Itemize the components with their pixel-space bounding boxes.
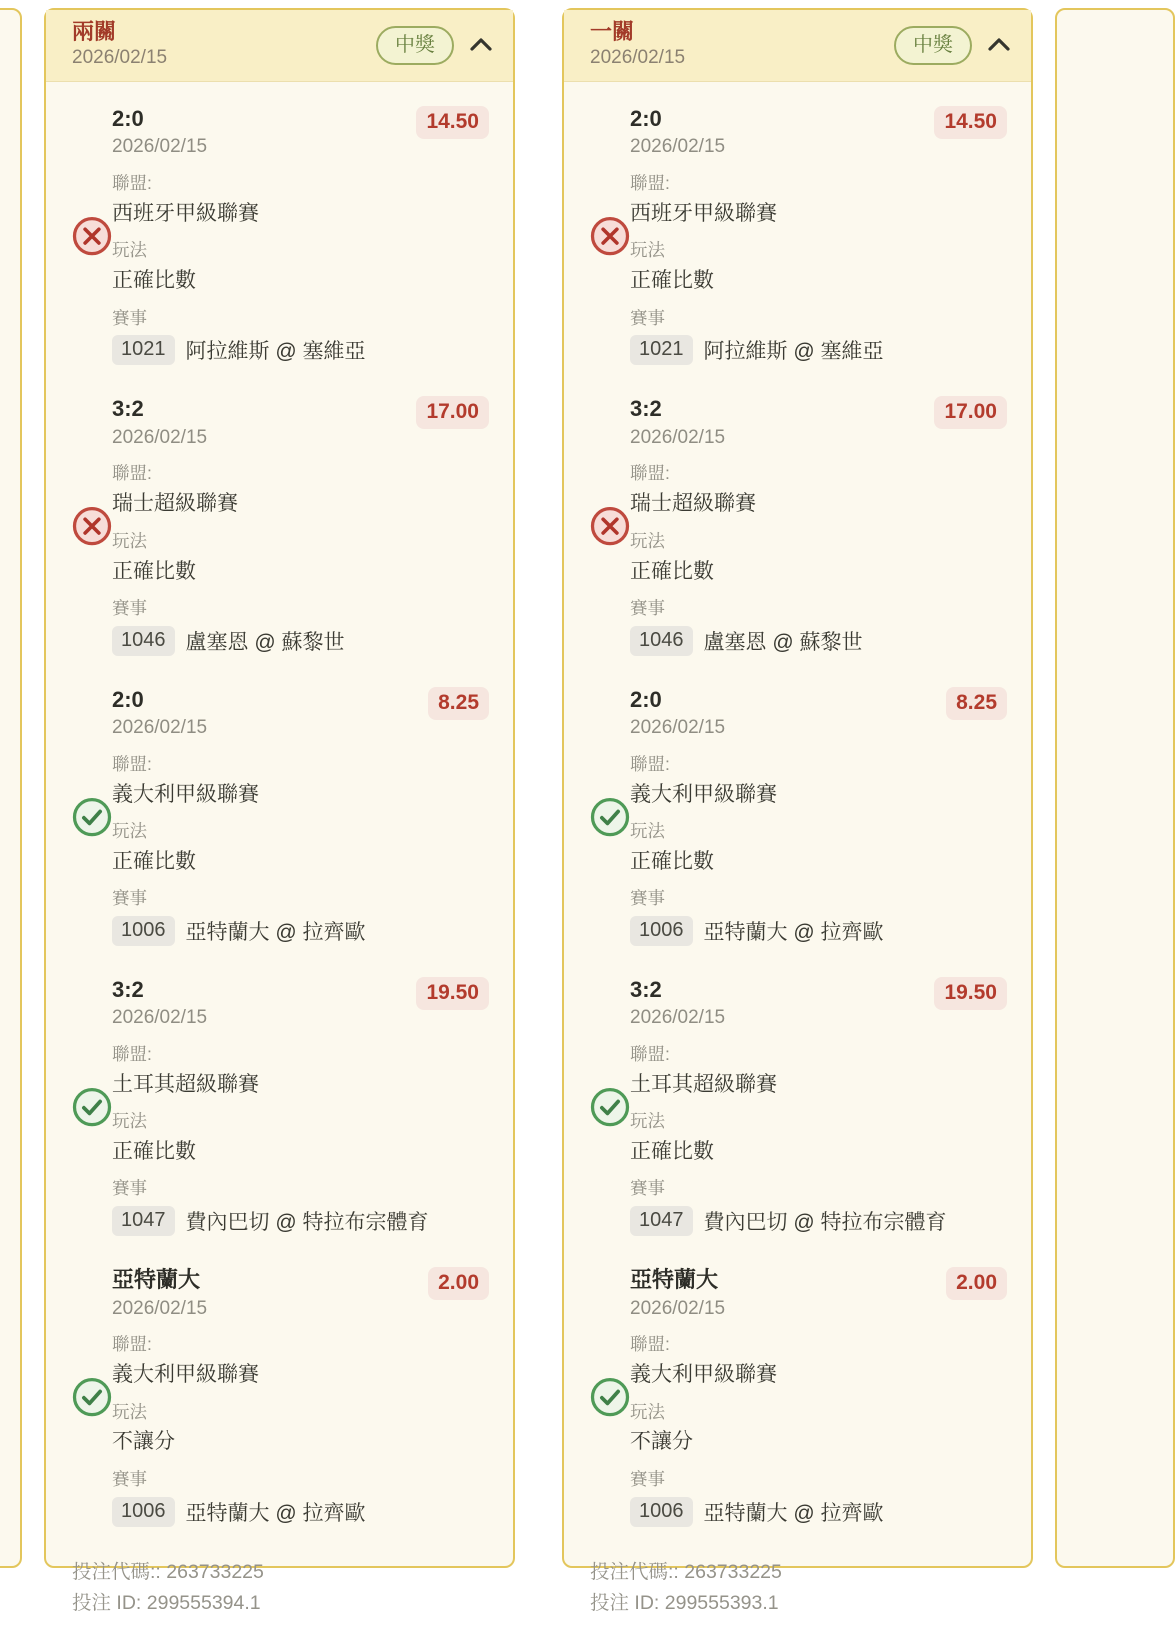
league-label: 聯盟: [112,1334,152,1355]
adjacent-card-right [1055,8,1175,1568]
bet-leg [72,106,491,365]
bet-code: 投注代碼:: 263733225 [72,1560,264,1583]
event-number-badge: 1006 [630,916,693,946]
leg-result-column [590,1267,630,1526]
bet-card-footer [590,1557,1009,1619]
odds-badge: 8.25 [946,687,1007,720]
bet-card-header[interactable] [46,10,513,82]
bet-code: 投注代碼:: 263733225 [590,1560,782,1583]
play-label: 玩法 [112,820,147,841]
play-label: 玩法 [112,1401,147,1422]
play-value: 不讓分 [112,1430,175,1454]
leg-date: 2026/02/15 [630,1297,726,1319]
odds-badge: 8.25 [428,687,489,720]
event-name: 盧塞恩 @ 蘇黎世 [185,630,345,654]
league-label: 聯盟: [112,173,152,194]
event-number-badge: 1046 [112,626,175,656]
bet-leg [590,106,1009,365]
bet-card [44,8,515,1614]
event-name: 盧塞恩 @ 蘇黎世 [703,630,863,654]
play-value: 正確比數 [630,559,714,583]
pick-label: 2:0 [630,686,662,712]
parlay-type-title: 兩關 [72,19,117,44]
bet-leg [72,687,491,946]
pick-label: 2:0 [112,686,144,712]
bet-legs-list [72,106,491,1526]
league-value: 瑞士超級聯賽 [112,492,238,516]
leg-date: 2026/02/15 [112,426,208,448]
play-label: 玩法 [630,240,665,261]
bet-card-date: 2026/02/15 [590,47,686,69]
league-value: 西班牙甲級聯賽 [112,202,259,226]
lose-cross-icon [72,643,112,660]
play-value: 不讓分 [630,1430,693,1454]
odds-badge: 17.00 [934,396,1007,429]
league-value: 西班牙甲級聯賽 [630,202,777,226]
event-label: 賽事 [112,1468,147,1489]
play-label: 玩法 [112,1111,147,1132]
event-name: 費內巴切 @ 特拉布宗體育 [703,1211,947,1235]
event-name: 阿拉維斯 @ 塞維亞 [703,340,884,364]
win-check-icon [72,1223,112,1240]
event-label: 賽事 [112,307,147,328]
event-number-badge: 1006 [112,1497,175,1527]
bet-card [562,8,1033,1614]
win-check-icon [72,1514,112,1531]
odds-badge: 14.50 [934,106,1007,139]
bet-leg [590,977,1009,1236]
win-check-icon [72,933,112,950]
pick-label: 3:2 [630,976,662,1002]
pick-label: 3:2 [112,396,144,422]
bet-card-footer [72,1557,491,1619]
chevron-up-icon[interactable] [467,31,495,59]
lose-cross-icon [72,352,112,369]
event-name: 亞特蘭大 @ 拉齊歐 [703,920,884,944]
play-label: 玩法 [112,240,147,261]
league-value: 義大利甲級聯賽 [630,782,777,806]
bet-id: 投注 ID: 299555394.1 [72,1591,261,1614]
event-number-badge: 1006 [112,916,175,946]
event-label: 賽事 [630,1468,665,1489]
leg-result-column [72,396,112,655]
play-label: 玩法 [630,1111,665,1132]
bet-card-body [46,82,513,1649]
odds-badge: 19.50 [416,977,489,1010]
event-number-badge: 1047 [630,1206,693,1236]
bet-card-body [564,82,1031,1649]
odds-badge: 17.00 [416,396,489,429]
leg-date: 2026/02/15 [112,1007,208,1029]
adjacent-card-left [0,8,22,1568]
event-name: 阿拉維斯 @ 塞維亞 [185,340,366,364]
odds-badge: 2.00 [428,1267,489,1300]
league-label: 聯盟: [112,753,152,774]
pick-label: 3:2 [630,396,662,422]
league-value: 義大利甲級聯賽 [112,782,259,806]
bet-leg [72,977,491,1236]
event-label: 賽事 [630,597,665,618]
leg-result-column [590,977,630,1236]
leg-result-column [72,106,112,365]
odds-badge: 2.00 [946,1267,1007,1300]
league-value: 義大利甲級聯賽 [112,1363,259,1387]
lose-cross-icon [590,643,630,660]
event-number-badge: 1046 [630,626,693,656]
bet-leg [590,1267,1009,1526]
bet-legs-list [590,106,1009,1526]
bet-leg [72,396,491,655]
play-label: 玩法 [112,530,147,551]
play-label: 玩法 [630,820,665,841]
bet-leg [72,1267,491,1526]
play-value: 正確比數 [112,849,196,873]
pick-label: 亞特蘭大 [630,1267,719,1293]
event-number-badge: 1047 [112,1206,175,1236]
bet-leg [590,687,1009,946]
leg-result-column [590,687,630,946]
play-label: 玩法 [630,1401,665,1422]
leg-result-column [590,106,630,365]
event-label: 賽事 [630,888,665,909]
event-label: 賽事 [630,307,665,328]
bet-card-header[interactable] [564,10,1031,82]
leg-date: 2026/02/15 [112,717,208,739]
leg-result-column [72,1267,112,1526]
bet-card-header-titles [72,19,167,71]
play-value: 正確比數 [112,1140,196,1164]
leg-date: 2026/02/15 [630,426,726,448]
win-check-icon [590,933,630,950]
bet-card-date: 2026/02/15 [72,47,168,69]
event-number-badge: 1021 [112,335,175,365]
league-label: 聯盟: [630,1334,670,1355]
league-value: 義大利甲級聯賽 [630,1363,777,1387]
pick-label: 2:0 [112,106,144,132]
league-label: 聯盟: [630,1044,670,1065]
pick-label: 3:2 [112,976,144,1002]
play-value: 正確比數 [112,559,196,583]
league-value: 土耳其超級聯賽 [112,1072,259,1096]
win-check-icon [590,1223,630,1240]
leg-result-column [72,687,112,946]
leg-date: 2026/02/15 [630,1007,726,1029]
bet-leg [590,396,1009,655]
leg-date: 2026/02/15 [112,136,208,158]
event-name: 亞特蘭大 @ 拉齊歐 [185,1501,366,1525]
status-badge: 中獎 [894,26,972,65]
play-value: 正確比數 [112,269,196,293]
pick-label: 亞特蘭大 [112,1267,201,1293]
leg-date: 2026/02/15 [630,717,726,739]
odds-badge: 19.50 [934,977,1007,1010]
league-label: 聯盟: [112,1044,152,1065]
event-label: 賽事 [112,1178,147,1199]
league-label: 聯盟: [630,753,670,774]
play-value: 正確比數 [630,849,714,873]
event-number-badge: 1006 [630,1497,693,1527]
bet-card-header-titles [590,19,685,71]
leg-date: 2026/02/15 [112,1297,208,1319]
bet-history-cards [44,8,1033,1614]
event-name: 亞特蘭大 @ 拉齊歐 [185,920,366,944]
event-number-badge: 1021 [630,335,693,365]
leg-result-column [72,977,112,1236]
event-name: 費內巴切 @ 特拉布宗體育 [185,1211,429,1235]
pick-label: 2:0 [630,106,662,132]
play-value: 正確比數 [630,269,714,293]
lose-cross-icon [590,352,630,369]
event-label: 賽事 [112,888,147,909]
leg-date: 2026/02/15 [630,136,726,158]
parlay-type-title: 一關 [590,19,635,44]
play-value: 正確比數 [630,1140,714,1164]
league-label: 聯盟: [630,173,670,194]
leg-result-column [590,396,630,655]
league-value: 土耳其超級聯賽 [630,1072,777,1096]
status-badge: 中獎 [376,26,454,65]
chevron-up-icon[interactable] [985,31,1013,59]
league-label: 聯盟: [630,463,670,484]
odds-badge: 14.50 [416,106,489,139]
league-value: 瑞士超級聯賽 [630,492,756,516]
play-label: 玩法 [630,530,665,551]
win-check-icon [590,1514,630,1531]
bet-id: 投注 ID: 299555393.1 [590,1591,779,1614]
league-label: 聯盟: [112,463,152,484]
event-label: 賽事 [112,597,147,618]
event-label: 賽事 [630,1178,665,1199]
event-name: 亞特蘭大 @ 拉齊歐 [703,1501,884,1525]
